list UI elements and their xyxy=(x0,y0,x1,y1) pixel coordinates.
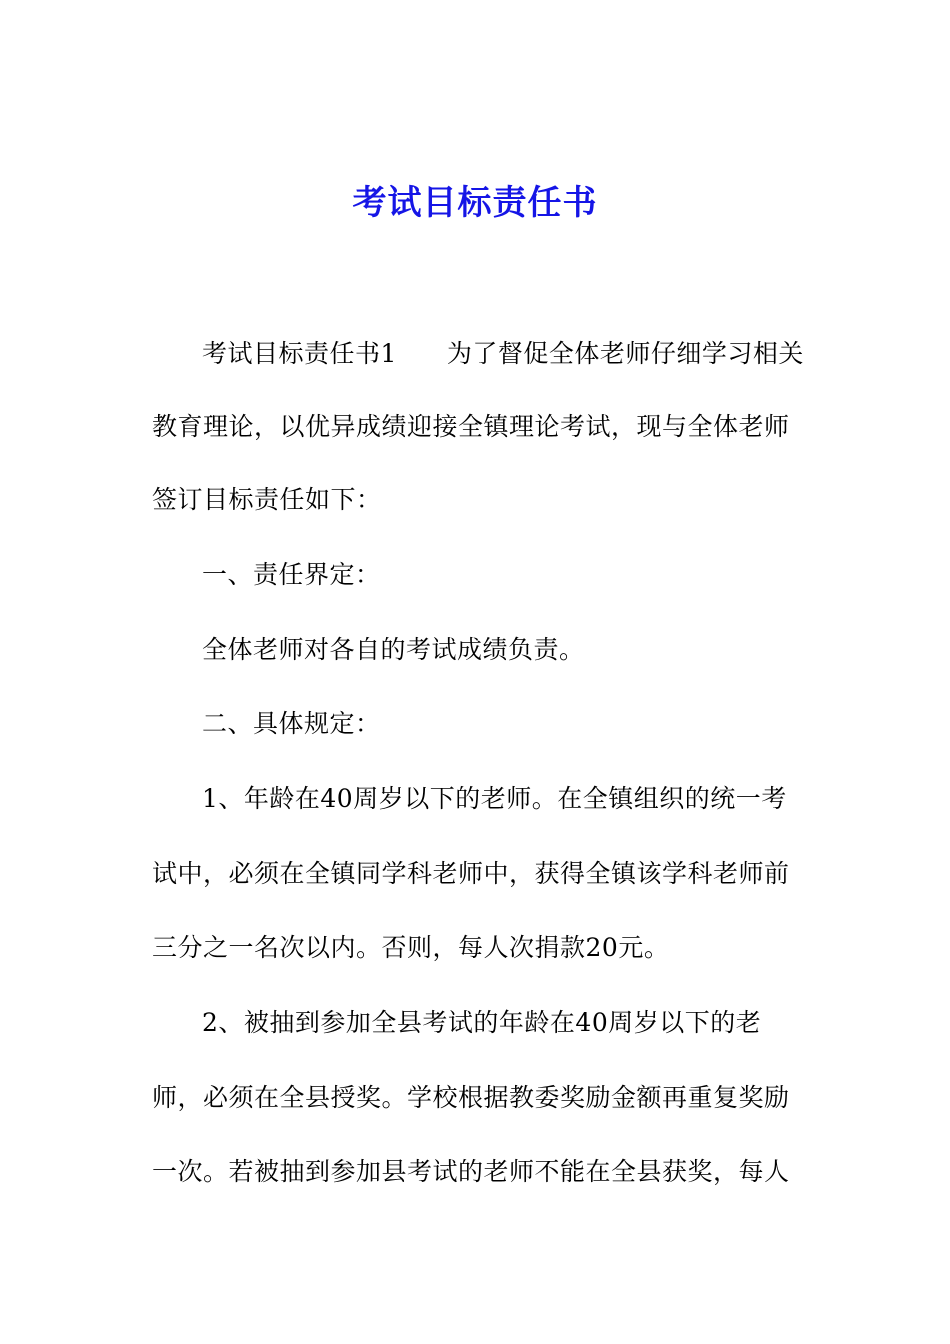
paragraph-line-3: 签订目标责任如下： xyxy=(152,485,382,514)
section-heading-1: 一、责任界定： xyxy=(202,560,381,589)
paragraph-line-8: 2、被抽到参加全县考试的年龄在40周岁以下的老 xyxy=(202,1008,762,1037)
paragraph-line-4: 全体老师对各自的考试成绩负责。 xyxy=(202,635,585,664)
paragraph-line-1 xyxy=(202,336,804,372)
paragraph-line-10: 一次。若被抽到参加县考试的老师不能在全县获奖，每人 xyxy=(152,1157,790,1186)
document-title: 考试目标责任书 xyxy=(352,183,598,223)
paragraph-line-2: 教育理论，以优异成绩迎接全镇理论考试，现与全体老师 xyxy=(152,412,790,441)
section-heading-inline: 考试目标责任书1 xyxy=(202,339,397,368)
paragraph-line-7: 三分之一名次以内。否则，每人次捐款20元。 xyxy=(152,933,670,962)
paragraph-line-5: 1、年龄在40周岁以下的老师。在全镇组织的统一考 xyxy=(202,784,787,813)
paragraph-text: 为了督促全体老师仔细学习相关 xyxy=(446,339,804,368)
paragraph-line-6: 试中，必须在全镇同学科老师中，获得全镇该学科老师前 xyxy=(152,859,790,888)
paragraph-line-9: 师，必须在全县授奖。学校根据教委奖励金额再重复奖励 xyxy=(152,1083,790,1112)
section-heading-2: 二、具体规定： xyxy=(202,709,381,738)
